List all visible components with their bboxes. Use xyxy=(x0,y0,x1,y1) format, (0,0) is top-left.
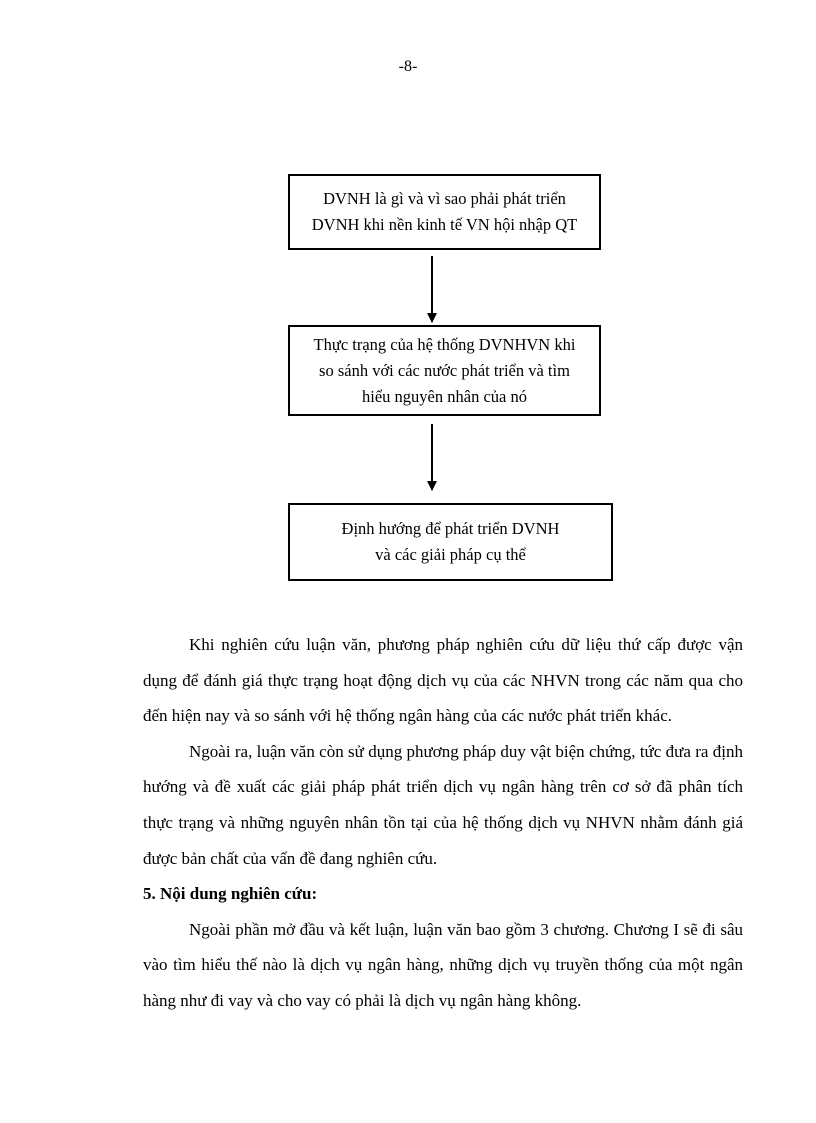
flowchart-arrow-down-icon xyxy=(431,424,433,490)
box3-line1: Định hướng để phát triển DVNH xyxy=(341,519,560,538)
paragraph-content: Ngoài phần mở đầu và kết luận, luận văn bao gồm 3 chương. Chương I sẽ đi sâu vào tìm hiểu thế nào là dịch vụ ngân hàng, những dịch vụ truyền thống của một ngân hàng như đi vay và cho vay có phải là dịch vụ ngân hàng không. xyxy=(143,919,743,1010)
body-text xyxy=(143,627,743,1019)
paragraph-method: Khi nghiên cứu luận văn, phương pháp nghiên cứu dữ liệu thứ cấp được vận dụng để đánh giá thực trạng hoạt động dịch vụ của các NHVN trong các năm qua cho đến hiện nay và so sánh với hệ thống ngân hàng của các nước phát triển khác. xyxy=(143,635,743,726)
box2-line3: hiểu nguyên nhân của nó xyxy=(362,386,527,406)
flowchart-box-orientation xyxy=(288,503,613,581)
box3-line2: và các giải pháp cụ thể xyxy=(375,545,526,564)
paragraph-dialectic: Ngoài ra, luận văn còn sử dụng phương pháp duy vật biện chứng, tức đưa ra định hướng và đề xuất các giải pháp phát triển dịch vụ ngân hàng trên cơ sở đã phân tích thực trạng và những nguyên nhân tồn tại của hệ thống dịch vụ NHVN nhằm đánh giá được bản chất của vấn đề đang nghiên cứu. xyxy=(143,741,743,868)
flowchart-arrow-down-icon xyxy=(431,256,433,322)
box2-line1: Thực trạng của hệ thống DVNHVN khi xyxy=(313,334,576,354)
section-heading-content: 5. Nội dung nghiên cứu: xyxy=(143,884,318,904)
flowchart-box-definition xyxy=(288,174,601,250)
box1-line1: DVNH là gì và vì sao phải phát triển xyxy=(323,189,566,208)
box1-line2: DVNH khi nền kinh tế VN hội nhập QT xyxy=(311,215,578,234)
box2-line2: so sánh với các nước phát triển và tìm xyxy=(319,360,570,380)
page-number: -8- xyxy=(398,58,418,75)
flowchart-box-current-state xyxy=(288,325,601,416)
